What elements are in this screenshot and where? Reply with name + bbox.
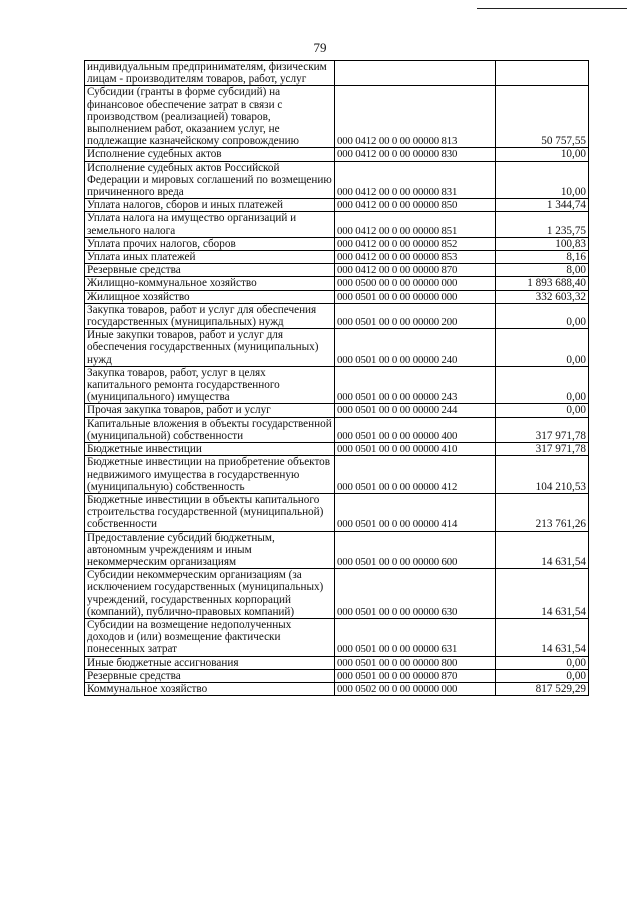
- expense-name-cell: Иные бюджетные ассигнования: [85, 656, 335, 669]
- amount-cell: 0,00: [495, 366, 588, 404]
- budget-code-cell: 000 0500 00 0 00 00000 000: [334, 277, 495, 290]
- table-row: [85, 404, 589, 417]
- budget-code-cell: 000 0501 00 0 00 00000 800: [334, 656, 495, 669]
- amount-cell: 332 603,32: [495, 290, 588, 303]
- amount-cell: 104 210,53: [495, 456, 588, 494]
- page-number: 79: [313, 40, 327, 55]
- table-row: [85, 148, 589, 161]
- budget-code-cell: 000 0502 00 0 00 00000 000: [334, 682, 495, 695]
- budget-code-cell: 000 0412 00 0 00 00000 853: [334, 251, 495, 264]
- table-row: [85, 366, 589, 404]
- amount-cell: 317 971,78: [495, 443, 588, 456]
- amount-cell: 1 893 688,40: [495, 277, 588, 290]
- amount-cell: 10,00: [495, 161, 588, 199]
- amount-cell: 213 761,26: [495, 493, 588, 531]
- expense-name-cell: Закупка товаров, работ, услуг в целях капитального ремонта государственного (муниципального) имущества: [85, 366, 335, 404]
- amount-cell: 14 631,54: [495, 569, 588, 619]
- expense-name-cell: Уплата налогов, сборов и иных платежей: [85, 199, 335, 212]
- table-row: [85, 290, 589, 303]
- expense-name-cell: Закупка товаров, работ и услуг для обеспечения государственных (муниципальных) нужд: [85, 303, 335, 328]
- expense-name-cell: Исполнение судебных актов Российской Федерации и мировых соглашений по возмещению причиненного вреда: [85, 161, 335, 199]
- budget-code-cell: 000 0412 00 0 00 00000 831: [334, 161, 495, 199]
- budget-code-cell: 000 0501 00 0 00 00000 400: [334, 417, 495, 442]
- expense-name-cell: Предоставление субсидий бюджетным, автономным учреждениям и иным некоммерческим организациям: [85, 531, 335, 569]
- budget-code-cell: 000 0501 00 0 00 00000 244: [334, 404, 495, 417]
- expense-name-cell: Резервные средства: [85, 264, 335, 277]
- table-row: [85, 277, 589, 290]
- amount-cell: [495, 61, 588, 86]
- header-rule: [477, 8, 627, 9]
- table-row: [85, 456, 589, 494]
- budget-code-cell: 000 0501 00 0 00 00000 630: [334, 569, 495, 619]
- amount-cell: 10,00: [495, 148, 588, 161]
- budget-code-cell: 000 0501 00 0 00 00000 000: [334, 290, 495, 303]
- amount-cell: 14 631,54: [495, 618, 588, 656]
- table-row: [85, 531, 589, 569]
- table-row: [85, 656, 589, 669]
- table-row: [85, 618, 589, 656]
- budget-code-cell: [334, 61, 495, 86]
- amount-cell: 1 344,74: [495, 199, 588, 212]
- budget-code-cell: 000 0501 00 0 00 00000 870: [334, 669, 495, 682]
- budget-code-cell: 000 0501 00 0 00 00000 240: [334, 329, 495, 367]
- amount-cell: 1 235,75: [495, 212, 588, 237]
- expense-name-cell: Субсидии на возмещение недополученных доходов и (или) возмещение фактически понесенных затрат: [85, 618, 335, 656]
- table-row: [85, 329, 589, 367]
- amount-cell: 0,00: [495, 669, 588, 682]
- table-row: [85, 61, 589, 86]
- table-row: [85, 264, 589, 277]
- budget-table-body: [85, 61, 589, 696]
- table-row: [85, 569, 589, 619]
- table-row: [85, 86, 589, 148]
- expense-name-cell: Субсидии некоммерческим организациям (за исключением государственных (муниципальных) учреждений, государственных корпораций (компаний), публично-правовых компаний): [85, 569, 335, 619]
- expense-name-cell: индивидуальным предпринимателям, физическим лицам - производителям товаров, работ, услуг: [85, 61, 335, 86]
- budget-code-cell: 000 0412 00 0 00 00000 870: [334, 264, 495, 277]
- budget-code-cell: 000 0501 00 0 00 00000 200: [334, 303, 495, 328]
- amount-cell: 817 529,29: [495, 682, 588, 695]
- table-row: [85, 303, 589, 328]
- table-row: [85, 417, 589, 442]
- budget-code-cell: 000 0412 00 0 00 00000 852: [334, 237, 495, 250]
- budget-code-cell: 000 0501 00 0 00 00000 243: [334, 366, 495, 404]
- amount-cell: 317 971,78: [495, 417, 588, 442]
- expense-name-cell: Капитальные вложения в объекты государственной (муниципальной) собственности: [85, 417, 335, 442]
- table-row: [85, 443, 589, 456]
- expense-name-cell: Коммунальное хозяйство: [85, 682, 335, 695]
- amount-cell: 14 631,54: [495, 531, 588, 569]
- amount-cell: 100,83: [495, 237, 588, 250]
- table-row: [85, 199, 589, 212]
- amount-cell: 8,00: [495, 264, 588, 277]
- table-row: [85, 251, 589, 264]
- budget-code-cell: 000 0501 00 0 00 00000 600: [334, 531, 495, 569]
- expense-name-cell: Исполнение судебных актов: [85, 148, 335, 161]
- table-row: [85, 682, 589, 695]
- expense-name-cell: Жилищно-коммунальное хозяйство: [85, 277, 335, 290]
- amount-cell: 50 757,55: [495, 86, 588, 148]
- expense-name-cell: Уплата прочих налогов, сборов: [85, 237, 335, 250]
- table-row: [85, 161, 589, 199]
- budget-code-cell: 000 0501 00 0 00 00000 414: [334, 493, 495, 531]
- expense-name-cell: Резервные средства: [85, 669, 335, 682]
- expense-name-cell: Бюджетные инвестиции на приобретение объектов недвижимого имущества в государственную (муниципальную) собственность: [85, 456, 335, 494]
- budget-code-cell: 000 0412 00 0 00 00000 850: [334, 199, 495, 212]
- budget-code-cell: 000 0501 00 0 00 00000 631: [334, 618, 495, 656]
- amount-cell: 0,00: [495, 329, 588, 367]
- budget-code-cell: 000 0501 00 0 00 00000 412: [334, 456, 495, 494]
- amount-cell: 0,00: [495, 404, 588, 417]
- expense-name-cell: Бюджетные инвестиции в объекты капитального строительства государственной (муниципальной) собственности: [85, 493, 335, 531]
- budget-table: [84, 60, 589, 696]
- expense-name-cell: Иные закупки товаров, работ и услуг для обеспечения государственных (муниципальных) нужд: [85, 329, 335, 367]
- table-row: [85, 237, 589, 250]
- expense-name-cell: Прочая закупка товаров, работ и услуг: [85, 404, 335, 417]
- table-row: [85, 212, 589, 237]
- expense-name-cell: Субсидии (гранты в форме субсидий) на финансовое обеспечение затрат в связи с производством (реализацией) товаров, выполнением работ, оказанием услуг, не подлежащие казначейскому сопровождению: [85, 86, 335, 148]
- expense-name-cell: Жилищное хозяйство: [85, 290, 335, 303]
- amount-cell: 8,16: [495, 251, 588, 264]
- table-row: [85, 493, 589, 531]
- table-row: [85, 669, 589, 682]
- expense-name-cell: Уплата иных платежей: [85, 251, 335, 264]
- budget-code-cell: 000 0412 00 0 00 00000 813: [334, 86, 495, 148]
- budget-code-cell: 000 0412 00 0 00 00000 851: [334, 212, 495, 237]
- amount-cell: 0,00: [495, 303, 588, 328]
- budget-code-cell: 000 0412 00 0 00 00000 830: [334, 148, 495, 161]
- expense-name-cell: Бюджетные инвестиции: [85, 443, 335, 456]
- amount-cell: 0,00: [495, 656, 588, 669]
- budget-code-cell: 000 0501 00 0 00 00000 410: [334, 443, 495, 456]
- expense-name-cell: Уплата налога на имущество организаций и земельного налога: [85, 212, 335, 237]
